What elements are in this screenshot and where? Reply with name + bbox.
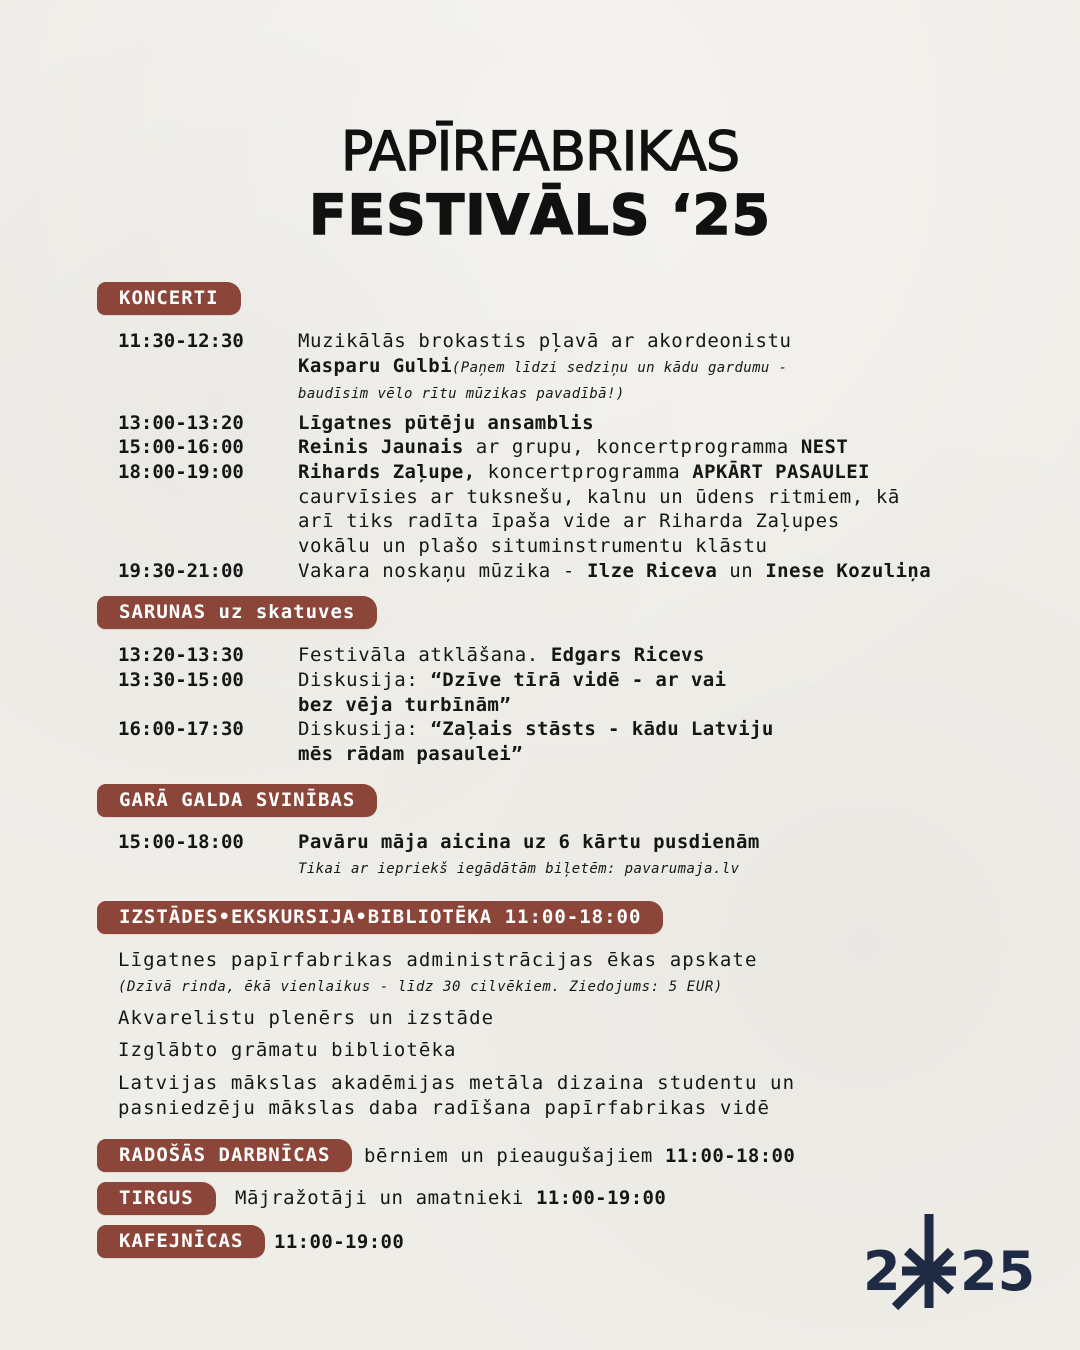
section-tag-radosas: RADOŠĀS DARBNĪCAS: [97, 1139, 352, 1172]
logo-graphic: [862, 1212, 1032, 1312]
event-description: [298, 329, 792, 407]
event-text: koncertprogramma: [475, 461, 693, 483]
title-line-1: PAPĪRFABRIKAS: [340, 120, 740, 183]
tour-text: Līgatnes papīrfabrikas administrācijas ēkas apskate: [118, 949, 758, 971]
ticket-note: Tikai ar iepriekš iegādātām biļetēm: pavarumaja.lv: [298, 860, 740, 877]
event-description: [298, 460, 900, 558]
event-description: [298, 643, 705, 668]
performer-name: Rihards Zaļupe,: [298, 461, 476, 483]
discussion-title: “Dzīve tīrā vidē - ar vai: [430, 669, 727, 691]
event-text: caurvīsies ar tuksnešu, kalnu un ūdens ritmiem, kā: [298, 485, 900, 508]
event-note: (Paņem līdzi sedziņu un kādu gardumu -: [451, 359, 788, 376]
market-time: 11:00-19:00: [535, 1187, 667, 1209]
festival-title: [0, 120, 1080, 246]
time-slot: 13:00-13:20: [118, 412, 244, 434]
event-note: baudīsim vēlo rītu mūzikas pavadībā!): [298, 386, 625, 402]
event-description: [298, 717, 774, 766]
cafes-time: 11:00-19:00: [274, 1231, 405, 1253]
market-text: [235, 1186, 666, 1210]
performer-name: Ilze Riceva: [586, 560, 718, 582]
time-slot: 16:00-17:30: [118, 718, 244, 740]
speaker-name: Edgars Ricevs: [550, 644, 705, 666]
cafes-text: [274, 1230, 404, 1254]
performer-name: Līgatnes pūtēju ansamblis: [298, 412, 594, 434]
logo-digit-left: 2: [863, 1240, 901, 1303]
event-text: Vakara noskaņu mūzika -: [298, 560, 587, 582]
izstades-text: [118, 948, 758, 999]
section-tag-gara-galda: GARĀ GALDA SVINĪBAS: [97, 784, 377, 817]
event-text: Festivāla atklāšana.: [298, 644, 551, 666]
section-tag-koncerti: KONCERTI: [97, 282, 241, 315]
logo-digits-right: 25: [960, 1240, 1032, 1303]
event-text: Diskusija:: [298, 669, 431, 691]
event-description: [298, 411, 594, 436]
discussion-title: mēs rādam pasaulei”: [298, 742, 523, 765]
event-description: [298, 559, 931, 584]
section-tag-tirgus: TIRGUS: [97, 1182, 216, 1215]
event-title: Pavāru māja aicina uz 6 kārtu pusdienām: [298, 831, 760, 853]
academy-line: Latvijas mākslas akadēmijas metāla dizaina studentu un: [118, 1072, 796, 1094]
performer-name: Kasparu Gulbi: [298, 354, 452, 377]
section-tag-izstades: IZSTĀDES•EKSKURSIJA•BIBLIOTĒKA 11:00-18:00: [97, 901, 663, 934]
workshops-time: 11:00-18:00: [664, 1145, 796, 1167]
event-text: Diskusija:: [298, 718, 431, 740]
discussion-title: bez vēja turbīnām”: [298, 693, 512, 716]
academy-text: [118, 1071, 795, 1120]
time-slot: 19:30-21:00: [118, 560, 244, 582]
time-slot: 13:30-15:00: [118, 669, 244, 691]
performer-name: Reinis Jaunais: [298, 436, 464, 458]
tour-note: (Dzīvā rinda, ēkā vienlaikus - līdz 30 cilvēkiem. Ziedojums: 5 EUR): [118, 978, 723, 995]
workshops-text: [364, 1144, 795, 1168]
event-text: ar grupu, koncertprogramma: [463, 436, 801, 458]
section-tag-kafejnicas: KAFEJNĪCAS: [97, 1225, 265, 1258]
event-description: [298, 435, 848, 460]
event-text: un: [717, 560, 766, 582]
asterisk-icon: [895, 1214, 956, 1308]
event-text: vokālu un plašo situminstrumentu klāstu: [298, 534, 768, 557]
exhibition-text: Akvarelistu plenērs un izstāde: [118, 1007, 495, 1029]
program-name: APKĀRT PASAULEI: [692, 461, 870, 483]
festival-logo: [862, 1212, 1032, 1312]
event-description: [298, 830, 760, 881]
time-slot: 15:00-16:00: [118, 436, 244, 458]
performer-name: Inese Kozuliņa: [765, 560, 932, 582]
time-slot: 13:20-13:30: [118, 644, 244, 666]
library-text: Izglābto grāmatu bibliotēka: [118, 1039, 457, 1061]
section-tag-sarunas: SARUNAS uz skatuves: [97, 596, 377, 629]
time-slot: 18:00-19:00: [118, 461, 244, 483]
event-text: Muzikālās brokastis pļavā ar akordeonistu: [298, 330, 792, 352]
time-slot: 11:30-12:30: [118, 330, 244, 352]
event-text: arī tiks radīta īpaša vide ar Riharda Zaļupes: [298, 510, 840, 532]
program-name: NEST: [800, 436, 849, 458]
market-description: Mājražotāji un amatnieki: [235, 1187, 536, 1209]
title-line-2: FESTIVĀLS ‘25: [308, 183, 772, 247]
time-slot: 15:00-18:00: [118, 831, 244, 853]
discussion-title: “Zaļais stāsts - kādu Latviju: [430, 718, 774, 740]
workshops-audience: bērniem un pieaugušajiem: [364, 1145, 665, 1167]
event-description: [298, 668, 726, 717]
academy-line: pasniedzēju mākslas daba radīšana papīrfabrikas vidē: [118, 1096, 771, 1119]
